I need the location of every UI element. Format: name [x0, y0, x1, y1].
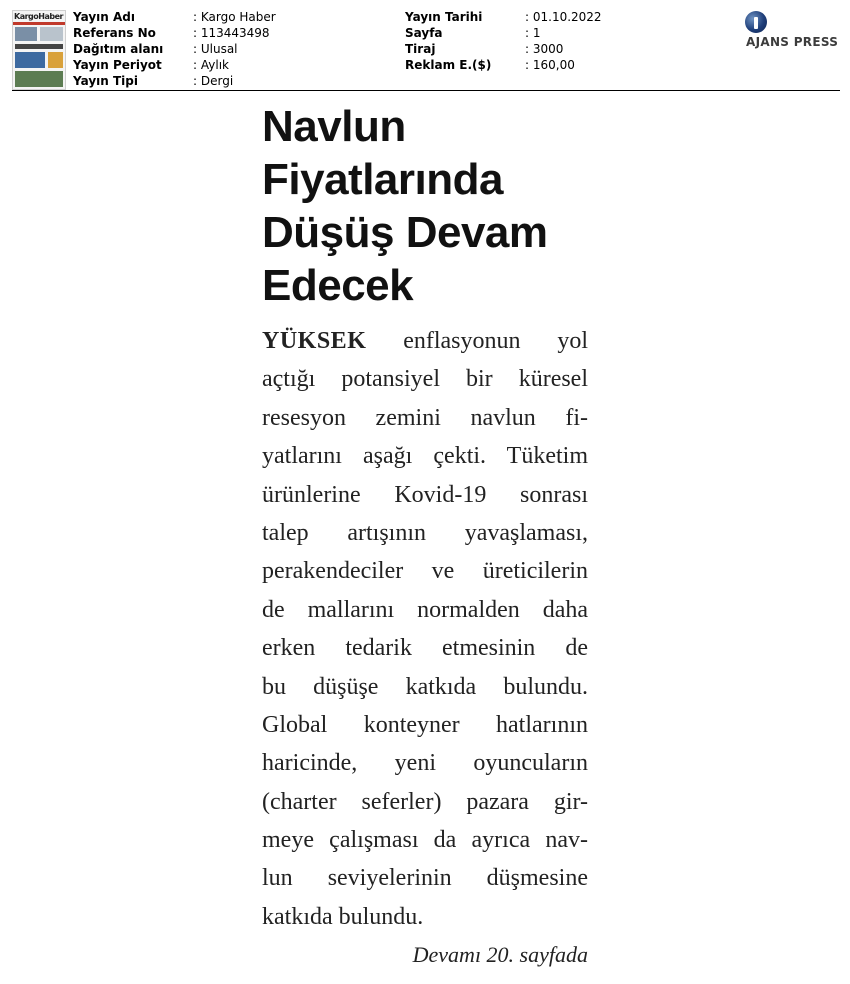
meta-label: Reklam E.($) [405, 58, 492, 72]
thumbnail-photo-block [15, 52, 45, 68]
meta-label: Dağıtım alanı [73, 42, 164, 56]
thumbnail-brand: KargoHaber [14, 12, 63, 21]
headline-line: Edecek [262, 261, 414, 310]
meta-value: : Dergi [193, 74, 234, 88]
body-line: ürünlerine Kovid-19 sonrası [262, 481, 588, 508]
body-line: Global konteyner hatlarının [262, 711, 588, 738]
body-line: açtığı potansiyel bir küresel [262, 366, 588, 393]
body-line: lun seviyelerinin düşmesine [262, 865, 588, 892]
meta-row [73, 25, 276, 41]
meta-value: : 160,00 [525, 58, 575, 72]
body-line: perakendeciler ve üreticilerin [262, 558, 588, 585]
clipping-header [0, 0, 850, 92]
meta-label: Yayın Tipi [73, 74, 138, 88]
body-line: yatlarını aşağı çekti. Tüketim [262, 443, 588, 470]
meta-label: Yayın Periyot [73, 58, 162, 72]
body-line: erken tedarik etmesinin de [262, 635, 588, 662]
meta-value: : 1 [525, 26, 541, 40]
headline-line: Navlun [262, 102, 406, 151]
publication-info-left [73, 9, 276, 89]
header-divider [12, 90, 840, 91]
meta-value: : Aylık [193, 58, 229, 72]
thumbnail-accent-bar [13, 22, 65, 25]
headline-line: Düşüş Devam [262, 208, 548, 257]
body-line: de mallarını normalden daha [262, 596, 588, 623]
meta-label: Yayın Adı [73, 10, 135, 24]
meta-row [405, 25, 602, 41]
meta-value: : Ulusal [193, 42, 238, 56]
meta-row [73, 73, 276, 89]
body-line: (charter seferler) pazara gir- [262, 788, 588, 815]
body-line: talep artışının yavaşlaması, [262, 519, 588, 546]
meta-row [405, 57, 602, 73]
body-line: katkıda bulundu. [262, 903, 424, 930]
body-line: meye çalışması da ayrıca nav- [262, 827, 588, 854]
meta-label: Referans No [73, 26, 156, 40]
body-line [262, 322, 588, 360]
headline-line: Fiyatlarında [262, 155, 503, 204]
thumbnail-photo-block [48, 52, 63, 68]
article-body [262, 322, 588, 936]
ajans-press-logo-icon [745, 11, 767, 33]
meta-row [73, 9, 276, 25]
meta-row [405, 41, 602, 57]
ajans-press-logo [744, 10, 840, 50]
body-line: haricinde, yeni oyuncuların [262, 750, 588, 777]
continued-note: Devamı 20. sayfada [412, 942, 588, 967]
meta-label: Sayfa [405, 26, 443, 40]
meta-label: Tiraj [405, 42, 436, 56]
logo-text: AJANS PRESS [746, 35, 839, 49]
publication-thumbnail [12, 10, 66, 90]
thumbnail-photo-block [40, 27, 63, 41]
lead-word: YÜKSEK [262, 328, 367, 354]
body-line: resesyon zemini navlun fi- [262, 404, 588, 431]
thumbnail-photo-block [15, 71, 63, 87]
thumbnail-text-block [15, 44, 63, 49]
first-line-rest: enflasyonun yol [366, 328, 588, 354]
article-headline [262, 100, 602, 312]
meta-value: : Kargo Haber [193, 10, 276, 24]
meta-row [405, 9, 602, 25]
thumbnail-photo-block [15, 27, 37, 41]
meta-value: : 113443498 [193, 26, 270, 40]
meta-value: : 01.10.2022 [525, 10, 602, 24]
meta-row [73, 41, 276, 57]
body-line: bu düşüşe katkıda bulundu. [262, 673, 588, 700]
meta-value: : 3000 [525, 42, 564, 56]
publication-info-right [405, 9, 602, 73]
meta-row [73, 57, 276, 73]
meta-label: Yayın Tarihi [405, 10, 483, 24]
